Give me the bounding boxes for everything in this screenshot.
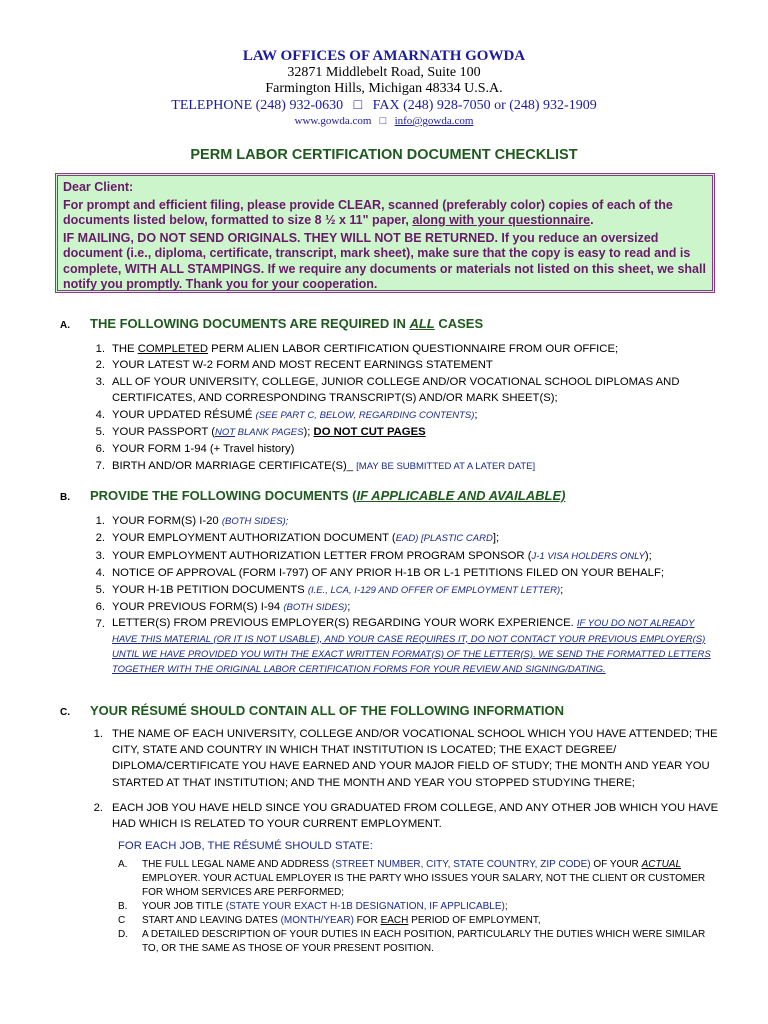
section-a bbox=[60, 316, 720, 475]
item-text bbox=[142, 914, 541, 928]
notice-paragraph-2: IF MAILING, DO NOT SEND ORIGINALS. THEY WILL NOT BE RETURNED. If you reduce an oversized document (i.e., diploma, certificate, transcript, mark sheet), make sure that the copy is easy to read and is complete, WITH ALL STAMPINGS. If we require any documents or materials not listed on this sheet, we shall notify you promptly. Thank you for your cooperation. bbox=[63, 230, 706, 291]
list-item bbox=[60, 341, 720, 357]
item-text-part: LETTER(S) FROM PREVIOUS EMPLOYER(S) REGARDING YOUR WORK EXPERIENCE. bbox=[112, 617, 577, 630]
list-item bbox=[60, 530, 720, 547]
item-number: 3. bbox=[95, 375, 105, 388]
item-text-part: THE FULL LEGAL NAME AND ADDRESS bbox=[142, 859, 332, 871]
item-number: 2. bbox=[95, 532, 105, 545]
list-item bbox=[60, 513, 720, 530]
item-text-part: ); bbox=[303, 426, 314, 439]
item-emphasis: ACTUAL bbox=[641, 859, 682, 871]
item-text bbox=[112, 407, 478, 424]
item-note-underline: NOT bbox=[214, 427, 236, 439]
item-text bbox=[112, 530, 499, 547]
letterhead bbox=[0, 47, 768, 128]
section-a-title-emphasis: ALL bbox=[409, 316, 435, 331]
list-item bbox=[60, 565, 720, 581]
contact-line bbox=[0, 97, 768, 114]
item-text bbox=[112, 616, 720, 677]
item-note: [MAY BE SUBMITTED AT A LATER DATE] bbox=[356, 460, 536, 472]
item-number: 1. bbox=[95, 343, 105, 355]
item-number: 7. bbox=[95, 459, 105, 472]
item-note: J-1 VISA HOLDERS ONLY bbox=[531, 550, 645, 562]
separator-icon: □ bbox=[353, 98, 363, 113]
item-text-underline: COMPLETED bbox=[137, 343, 209, 355]
item-text-part: THE bbox=[112, 343, 138, 355]
item-letter: A. bbox=[118, 859, 128, 871]
item-text bbox=[112, 341, 618, 357]
notice-p1-underline: along with your questionnaire bbox=[412, 213, 591, 227]
item-text-part: PERIOD OF EMPLOYMENT, bbox=[408, 915, 541, 927]
document-title: PERM LABOR CERTIFICATION DOCUMENT CHECKLIST bbox=[190, 147, 578, 163]
item-note: BLANK PAGES bbox=[235, 427, 304, 439]
item-text-part: FOR bbox=[353, 915, 381, 927]
list-item bbox=[60, 548, 720, 565]
list-item bbox=[60, 616, 720, 677]
item-text-part: BIRTH AND/OR MARRIAGE CERTIFICATE(S)_ bbox=[112, 459, 357, 472]
resume-requirement-2 bbox=[60, 800, 720, 832]
item-text-part: YOUR EMPLOYMENT AUTHORIZATION LETTER FROM PROGRAM SPONSOR ( bbox=[112, 549, 532, 562]
firm-address-line-1: 32871 Middlebelt Road, Suite 100 bbox=[287, 65, 481, 80]
item-text-part: EMPLOYER. YOUR ACTUAL EMPLOYER IS THE PARTY WHO ISSUES YOUR SALARY, NOT THE CLIENT OR CUSTOMER FOR WHOM SERVICES ARE PERFORMED; bbox=[142, 873, 706, 899]
firm-address-line-2: Farmington Hills, Michigan 48334 U.S.A. bbox=[265, 81, 503, 96]
firm-email-link[interactable]: info@gowda.com bbox=[394, 115, 474, 127]
item-text-part: ]; bbox=[492, 532, 500, 545]
item-text bbox=[112, 513, 288, 530]
item-text: YOUR FORM 1-94 (+ Travel history) bbox=[112, 443, 295, 456]
item-letter: C bbox=[118, 915, 126, 927]
item-note: (MONTH/YEAR) bbox=[280, 915, 354, 927]
item-text bbox=[112, 424, 426, 441]
job-details-heading: FOR EACH JOB, THE RÉSUMÉ SHOULD STATE: bbox=[118, 840, 373, 853]
list-item bbox=[60, 424, 720, 441]
item-text-part: YOUR UPDATED RÉSUMÉ bbox=[112, 408, 256, 421]
item-text-part: ); bbox=[644, 549, 652, 562]
item-note: (SEE PART C, BELOW, REGARDING CONTENTS) bbox=[255, 409, 475, 421]
item-number: 2. bbox=[93, 801, 103, 814]
item-number: 1. bbox=[93, 728, 103, 740]
item-text-part: YOUR FORM(S) I-20 bbox=[112, 515, 222, 527]
firm-fax: FAX (248) 928-7050 or (248) 932-1909 bbox=[372, 98, 597, 113]
item-text bbox=[142, 900, 508, 914]
job-detail-b bbox=[60, 900, 720, 914]
section-b bbox=[60, 488, 720, 677]
section-c-title: YOUR RÉSUMÉ SHOULD CONTAIN ALL OF THE FOLLOWING INFORMATION bbox=[90, 703, 564, 718]
item-emphasis: EACH bbox=[380, 915, 409, 927]
item-text-part: YOUR JOB TITLE bbox=[142, 901, 226, 913]
item-text bbox=[112, 548, 652, 565]
item-text-part: OF YOUR bbox=[590, 859, 642, 871]
section-c-letter: C. bbox=[60, 707, 70, 718]
job-detail-c bbox=[60, 914, 720, 928]
notice-salutation: Dear Client: bbox=[63, 180, 134, 194]
item-text-part: ; bbox=[347, 601, 351, 614]
resume-requirement-1 bbox=[60, 726, 720, 791]
item-text-part: YOUR EMPLOYMENT AUTHORIZATION DOCUMENT ( bbox=[112, 532, 396, 545]
notice-p1-end: . bbox=[590, 213, 594, 227]
section-b-letter: B. bbox=[60, 492, 70, 503]
firm-name: LAW OFFICES OF AMARNATH GOWDA bbox=[242, 48, 526, 64]
item-note: (BOTH SIDES); bbox=[221, 516, 289, 527]
section-c bbox=[60, 703, 720, 956]
section-b-title-text: PROVIDE THE FOLLOWING DOCUMENTS ( bbox=[90, 488, 357, 503]
item-text bbox=[112, 458, 535, 475]
client-notice-box bbox=[55, 173, 715, 293]
section-a-title-end: CASES bbox=[434, 316, 484, 331]
list-item bbox=[60, 458, 720, 475]
item-text-part: YOUR H-1B PETITION DOCUMENTS bbox=[112, 583, 308, 596]
job-detail-a bbox=[60, 858, 720, 900]
section-a-list bbox=[60, 341, 720, 475]
separator-icon: □ bbox=[379, 115, 387, 127]
item-note: (BOTH SIDES) bbox=[283, 602, 348, 614]
item-number: 4. bbox=[95, 567, 105, 580]
list-item bbox=[60, 582, 720, 599]
section-a-letter: A. bbox=[60, 320, 70, 331]
item-text bbox=[142, 858, 720, 900]
item-letter: D. bbox=[118, 929, 128, 941]
item-number: 6. bbox=[95, 601, 105, 614]
item-note: (I.E., LCA, I-129 AND OFFER OF EMPLOYMENT LETTER) bbox=[307, 584, 561, 596]
item-text-part: YOUR PREVIOUS FORM(S) I-94 bbox=[112, 601, 284, 614]
notice-p1-text: For prompt and efficient filing, please provide CLEAR, scanned (preferably color) copies of each of the documents listed below, formatted to size 8 ½ x 11" paper, bbox=[63, 197, 673, 227]
web-line bbox=[0, 114, 768, 128]
section-b-list bbox=[60, 513, 720, 677]
item-note: (STATE YOUR EXACT H-1B DESIGNATION, IF APPLICABLE) bbox=[225, 901, 505, 913]
item-text-part: START AND LEAVING DATES bbox=[142, 915, 281, 927]
list-item bbox=[60, 374, 720, 407]
item-number: 7. bbox=[95, 618, 105, 631]
item-warning: DO NOT CUT PAGES bbox=[313, 426, 426, 439]
item-number: 5. bbox=[95, 583, 105, 596]
item-number: 5. bbox=[95, 426, 105, 439]
item-text-part: PERM ALIEN LABOR CERTIFICATION QUESTIONNAIRE FROM OUR OFFICE; bbox=[208, 343, 619, 355]
item-note: (STREET NUMBER, CITY, STATE COUNTRY, ZIP CODE) bbox=[331, 859, 591, 871]
firm-phone: TELEPHONE (248) 932-0630 bbox=[171, 98, 344, 113]
section-a-title bbox=[90, 316, 483, 331]
item-text: NOTICE OF APPROVAL (FORM I-797) OF ANY PRIOR H-1B OR L-1 PETITIONS FILED ON YOUR BEHALF; bbox=[112, 567, 664, 580]
list-item bbox=[60, 441, 720, 457]
item-text: THE NAME OF EACH UNIVERSITY, COLLEGE AND/OR VOCATIONAL SCHOOL WHICH YOU HAVE ATTENDED; THE CITY, STATE AND COUNTRY IN WHICH THAT INSTITUTION IS LOCATED; THE EXACT DEGREE/ DIPLOMA/CERTIFICATE YOU HAVE EARNED AND YOUR MAJOR FIELD OF STUDY; THE MONTH AND YEAR YOU STARTED AT THAT INSTITUTION; AND THE MONTH AND YEAR YOU STOPPED STUDYING THERE; bbox=[112, 728, 718, 789]
item-text-part: ; bbox=[560, 583, 564, 596]
item-text: ALL OF YOUR UNIVERSITY, COLLEGE, JUNIOR COLLEGE AND/OR VOCATIONAL SCHOOL DIPLOMAS AND CERTIFICATES, AND CORRESPONDING TRANSCRIPT(S) AND/OR MARK SHEET(S); bbox=[112, 375, 680, 405]
item-text: A DETAILED DESCRIPTION OF YOUR DUTIES IN EACH POSITION, PARTICULARLY THE DUTIES WHICH WERE SIMILAR TO, OR THE SAME AS THOSE OF YOUR PRESENT POSITION. bbox=[142, 929, 706, 955]
notice-paragraph-1 bbox=[63, 198, 707, 229]
item-text bbox=[112, 599, 350, 616]
item-text bbox=[112, 582, 563, 599]
list-item bbox=[60, 357, 720, 373]
item-text-part: ; bbox=[504, 901, 508, 913]
item-text-part: ; bbox=[474, 408, 478, 421]
item-text: EACH JOB YOU HAVE HELD SINCE YOU GRADUATED FROM COLLEGE, AND ANY OTHER JOB WHICH YOU HAVE HAD WHICH IS RELATED TO YOUR CURRENT EMPLOYMENT. bbox=[112, 801, 719, 831]
list-item bbox=[60, 407, 720, 424]
item-number: 6. bbox=[95, 443, 105, 456]
item-text-part: YOUR PASSPORT ( bbox=[112, 426, 215, 439]
item-number: 2. bbox=[95, 359, 105, 372]
item-letter: B. bbox=[118, 901, 128, 913]
item-note: EAD) [PLASTIC CARD bbox=[395, 533, 493, 545]
section-a-title-text: THE FOLLOWING DOCUMENTS ARE REQUIRED IN bbox=[90, 316, 410, 331]
section-b-title-emphasis: IF APPLICABLE AND AVAILABLE) bbox=[356, 488, 566, 503]
item-number: 1. bbox=[95, 515, 105, 527]
section-b-title bbox=[90, 488, 565, 503]
item-note-underline: IF YOU DO NOT ALREADY HAVE THIS MATERIAL (OR IT IS NOT USABLE), AND YOUR CASE REQUIRES IT, DO NOT CONTACT YOUR PREVIOUS EMPLOYER(S) UNTIL WE HAVE PROVIDED YOU WITH THE EXACT WRITTEN FORMAT(S) OF THE LETTER(S). WE SEND THE FORMATTED LETTERS TOGETHER WITH THE ORIGINAL LABOR CERTIFICATION FORMS FOR YOUR REVIEW AND SIGNING/DATING. bbox=[112, 618, 711, 676]
job-detail-d bbox=[60, 928, 720, 956]
item-number: 3. bbox=[95, 549, 105, 562]
section-a-heading bbox=[60, 316, 720, 331]
firm-website-link[interactable]: www.gowda.com bbox=[294, 115, 372, 127]
section-c-heading bbox=[60, 703, 720, 718]
item-text: YOUR LATEST W-2 FORM AND MOST RECENT EARNINGS STATEMENT bbox=[112, 359, 493, 372]
item-number: 4. bbox=[95, 408, 105, 421]
section-b-heading bbox=[60, 488, 720, 503]
list-item bbox=[60, 599, 720, 616]
